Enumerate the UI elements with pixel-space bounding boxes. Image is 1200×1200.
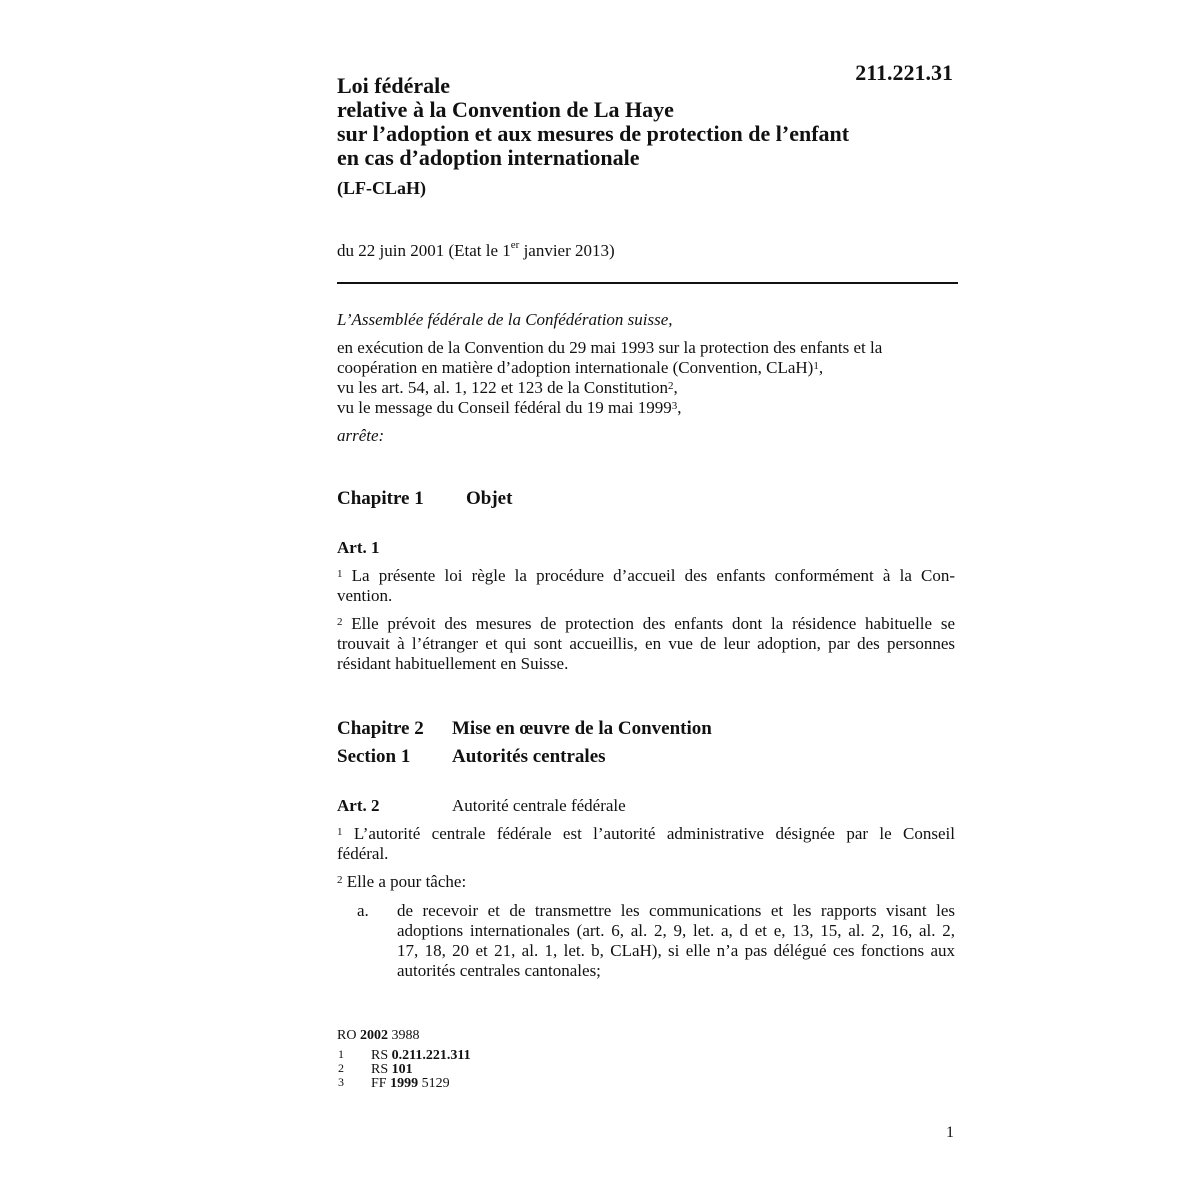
paragraph-line <box>337 824 955 844</box>
text: 3988 <box>387 1028 420 1043</box>
paragraph-line: trouvait à l’étranger et qui sont accueillis, en vue de leur adoption, par des personnes <box>337 634 955 653</box>
date-text: du 22 juin 2001 (Etat le 1 <box>337 241 511 260</box>
title-line: Loi fédérale <box>337 73 451 98</box>
preamble-line <box>337 398 955 418</box>
article-label: Art. 2 <box>337 796 380 815</box>
law-date <box>337 241 615 261</box>
paragraph-line: fédéral. <box>337 844 389 863</box>
paragraph-line: vention. <box>337 586 393 605</box>
text: Elle prévoit des mesures de protection des enfants dont la résidence habituelle se <box>351 614 956 633</box>
paragraph-number: 1 <box>337 826 343 838</box>
paragraph-number: 1 <box>337 568 343 580</box>
paragraph-line <box>337 566 955 586</box>
divider <box>337 282 958 284</box>
text: vu le message du Conseil fédéral du 19 mai 1999 <box>337 398 672 417</box>
list-item-line: autorités centrales cantonales; <box>397 961 601 980</box>
section-label: Section 1 <box>337 746 411 767</box>
paragraph-line <box>337 872 955 892</box>
preamble-authority: L’Assemblée fédérale de la Confédération suisse, <box>337 310 673 329</box>
chapter-title: Objet <box>466 488 513 509</box>
text: 101 <box>391 1062 413 1077</box>
list-item-line: de recevoir et de transmettre les communications et les rapports visant les <box>397 901 955 920</box>
list-item-line: 17, 18, 20 et 21, al. 1, let. b, CLaH), si elle n’a pas délégué ces fonctions aux <box>397 941 955 960</box>
footnote-ro <box>337 1029 419 1043</box>
text: RO <box>337 1028 360 1043</box>
text: vu les art. 54, al. 1, 122 et 123 de la Constitution <box>337 378 668 397</box>
text: FF <box>371 1076 391 1091</box>
text: RS <box>371 1062 392 1077</box>
preamble-line: en exécution de la Convention du 29 mai 1993 sur la protection des enfants et la <box>337 338 883 357</box>
paragraph-number: 2 <box>337 874 343 886</box>
sr-number: 211.221.31 <box>855 60 953 85</box>
text: , <box>677 398 682 417</box>
list-marker: a. <box>357 901 369 920</box>
footnote <box>371 1077 450 1091</box>
law-abbreviation: (LF-CLaH) <box>337 178 426 198</box>
footnote <box>371 1063 413 1077</box>
text: 2002 <box>359 1028 388 1043</box>
footnote-number: 3 <box>338 1075 344 1089</box>
footnote-ref[interactable]: 2 <box>668 380 674 392</box>
section-title: Autorités centrales <box>452 746 606 767</box>
footnote-ref[interactable]: 1 <box>813 360 819 372</box>
text: 0.211.221.311 <box>391 1048 471 1063</box>
article-title: Autorité centrale fédérale <box>452 796 626 815</box>
text: , <box>673 378 678 397</box>
title-line: relative à la Convention de La Haye <box>337 97 674 122</box>
paragraph-line <box>337 614 955 634</box>
paragraph-line: résidant habituellement en Suisse. <box>337 654 569 673</box>
paragraph-number: 2 <box>337 616 343 628</box>
page-number: 1 <box>946 1124 954 1141</box>
text: Elle a pour tâche: <box>346 872 467 891</box>
text: La présente loi règle la procédure d’accueil des enfants conformément à la Con- <box>351 566 955 585</box>
title-line: sur l’adoption et aux mesures de protection de l’enfant <box>337 121 850 146</box>
chapter-title: Mise en œuvre de la Convention <box>452 718 712 739</box>
preamble-decree: arrête: <box>337 426 385 445</box>
preamble-line <box>337 358 955 378</box>
chapter-label: Chapitre 1 <box>337 488 424 509</box>
text: RS <box>371 1048 392 1063</box>
list-item-line: adoptions internationales (art. 6, al. 2, 9, let. a, d et e, 13, 15, al. 2, 16, al. 2, <box>397 921 955 940</box>
chapter-label: Chapitre 2 <box>337 718 424 739</box>
title-line: en cas d’adoption internationale <box>337 145 640 170</box>
footnote <box>371 1049 471 1063</box>
law-title <box>337 74 849 170</box>
text: , <box>818 358 824 377</box>
footnote-number: 1 <box>338 1047 344 1061</box>
text: coopération en matière d’adoption internationale (Convention, CLaH) <box>337 358 814 377</box>
date-text: janvier 2013) <box>519 241 615 260</box>
text: L’autorité centrale fédérale est l’autorité administrative désignée par le Conseil <box>353 824 955 843</box>
date-sup: er <box>510 239 520 251</box>
footnote-ref[interactable]: 3 <box>671 400 678 412</box>
text: 5129 <box>418 1076 450 1091</box>
preamble-line <box>337 378 955 398</box>
article-label: Art. 1 <box>337 538 380 557</box>
footnote-number: 2 <box>338 1061 344 1075</box>
text: 1999 <box>390 1076 419 1091</box>
